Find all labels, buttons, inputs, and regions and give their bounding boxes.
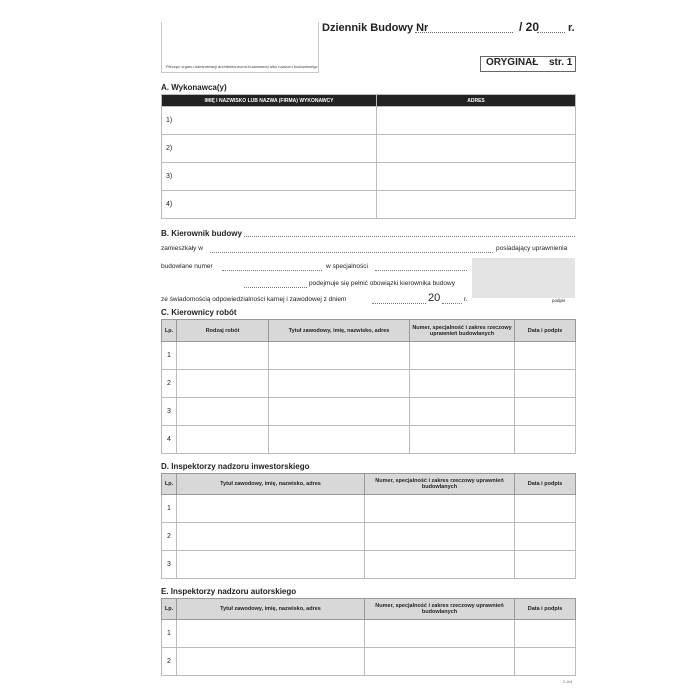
- table-row[interactable]: [162, 398, 576, 426]
- contractors-table: [161, 94, 576, 219]
- column-header: Tytuł zawodowy, imię, nazwisko, adres: [269, 320, 410, 342]
- table-row[interactable]: [162, 523, 576, 551]
- journal-number-field[interactable]: [415, 32, 513, 33]
- address-cell[interactable]: [377, 191, 576, 219]
- table-row[interactable]: [162, 107, 576, 135]
- residence-field[interactable]: [210, 252, 493, 253]
- section-a-heading: A. Wykonawca(y): [161, 83, 227, 92]
- page-number: str. 1: [549, 57, 573, 68]
- start-date-field[interactable]: [372, 303, 426, 304]
- section-e-heading: E. Inspektorzy nadzoru autorskiego: [161, 587, 297, 596]
- table-row[interactable]: [162, 370, 576, 398]
- row-number: 2): [162, 135, 377, 163]
- stamp-caption: Pieczęć organu administracji architektoniczno-budowlanej albo nadzoru budowlanego: [166, 64, 318, 69]
- start-year-suffix: r.: [464, 296, 468, 303]
- row-number: 4): [162, 191, 377, 219]
- table-row[interactable]: [162, 135, 576, 163]
- address-cell[interactable]: [377, 107, 576, 135]
- journal-year-field[interactable]: [537, 32, 565, 33]
- column-header: Lp.: [162, 599, 177, 620]
- address-cell[interactable]: [377, 163, 576, 191]
- journal-title: Dziennik Budowy Nr: [322, 22, 429, 34]
- column-header: Lp.: [162, 474, 177, 495]
- column-header: Numer, specjalność i zakres rzeczowy uprawnień budowlanych: [365, 474, 515, 495]
- row-number: 2: [162, 523, 177, 551]
- column-header: Data i podpis: [515, 474, 576, 495]
- specialty-field[interactable]: [375, 270, 467, 271]
- row-number: 2: [162, 648, 177, 676]
- start-year-prefix: 20: [428, 292, 441, 304]
- original-label: ORYGINAŁ: [486, 57, 539, 68]
- column-header: Numer, specjalność i zakres rzeczowy uprawnień budowlanych: [410, 320, 515, 342]
- column-header: Data i podpis: [515, 599, 576, 620]
- section-b-heading: B. Kierownik budowy: [161, 229, 242, 238]
- license-number-label: budowlane numer: [161, 263, 213, 270]
- table-row[interactable]: [162, 191, 576, 219]
- table-row[interactable]: [162, 648, 576, 676]
- investor-supervision-table: [161, 473, 576, 579]
- license-number-field[interactable]: [222, 270, 322, 271]
- column-header: Numer, specjalność i zakres rzeczowy uprawnień budowlanych: [365, 599, 515, 620]
- residing-label: zamieszkały w: [161, 245, 203, 252]
- signature-box[interactable]: [472, 258, 575, 298]
- row-number: 2: [162, 370, 177, 398]
- column-header: IMIĘ I NAZWISKO LUB NAZWA (FIRMA) WYKONAWCY: [162, 95, 377, 107]
- row-number: 3: [162, 551, 177, 579]
- column-header: Tytuł zawodowy, imię, nazwisko, adres: [177, 599, 365, 620]
- journal-year-suffix: r.: [568, 22, 575, 34]
- section-c-heading: C. Kierownicy robót: [161, 308, 237, 317]
- column-header: ADRES: [377, 95, 576, 107]
- column-header: Lp.: [162, 320, 177, 342]
- row-number: 4: [162, 426, 177, 454]
- works-managers-table: [161, 319, 576, 454]
- row-number: 1: [162, 495, 177, 523]
- column-header: Rodzaj robót: [177, 320, 269, 342]
- table-row[interactable]: [162, 163, 576, 191]
- specialty-continued-field[interactable]: [244, 287, 307, 288]
- table-row[interactable]: [162, 620, 576, 648]
- author-supervision-table: [161, 598, 576, 676]
- table-row[interactable]: [162, 495, 576, 523]
- row-number: 3: [162, 398, 177, 426]
- form-code: 2-4/4: [563, 679, 573, 684]
- specialty-label: w specjalności: [326, 263, 368, 270]
- table-row[interactable]: [162, 551, 576, 579]
- start-year-field[interactable]: [442, 303, 462, 304]
- row-number: 3): [162, 163, 377, 191]
- row-number: 1: [162, 620, 177, 648]
- table-row[interactable]: [162, 342, 576, 370]
- column-header: Tytuł zawodowy, imię, nazwisko, adres: [177, 474, 365, 495]
- address-cell[interactable]: [377, 135, 576, 163]
- journal-year-prefix: / 20: [519, 20, 540, 34]
- site-manager-name-field[interactable]: [244, 236, 575, 237]
- rights-label: posiadający uprawnienia: [496, 245, 568, 252]
- table-row[interactable]: [162, 426, 576, 454]
- awareness-label: ze świadomością odpowiedzialności karnej i zawodowej z dniem: [161, 296, 347, 303]
- signature-label: podpis: [552, 298, 566, 303]
- section-d-heading: D. Inspektorzy nadzoru inwestorskiego: [161, 462, 310, 471]
- row-number: 1): [162, 107, 377, 135]
- row-number: 1: [162, 342, 177, 370]
- undertake-label: podejmuje się pełnić obowiązki kierownika budowy: [309, 280, 455, 287]
- column-header: Data i podpis: [515, 320, 576, 342]
